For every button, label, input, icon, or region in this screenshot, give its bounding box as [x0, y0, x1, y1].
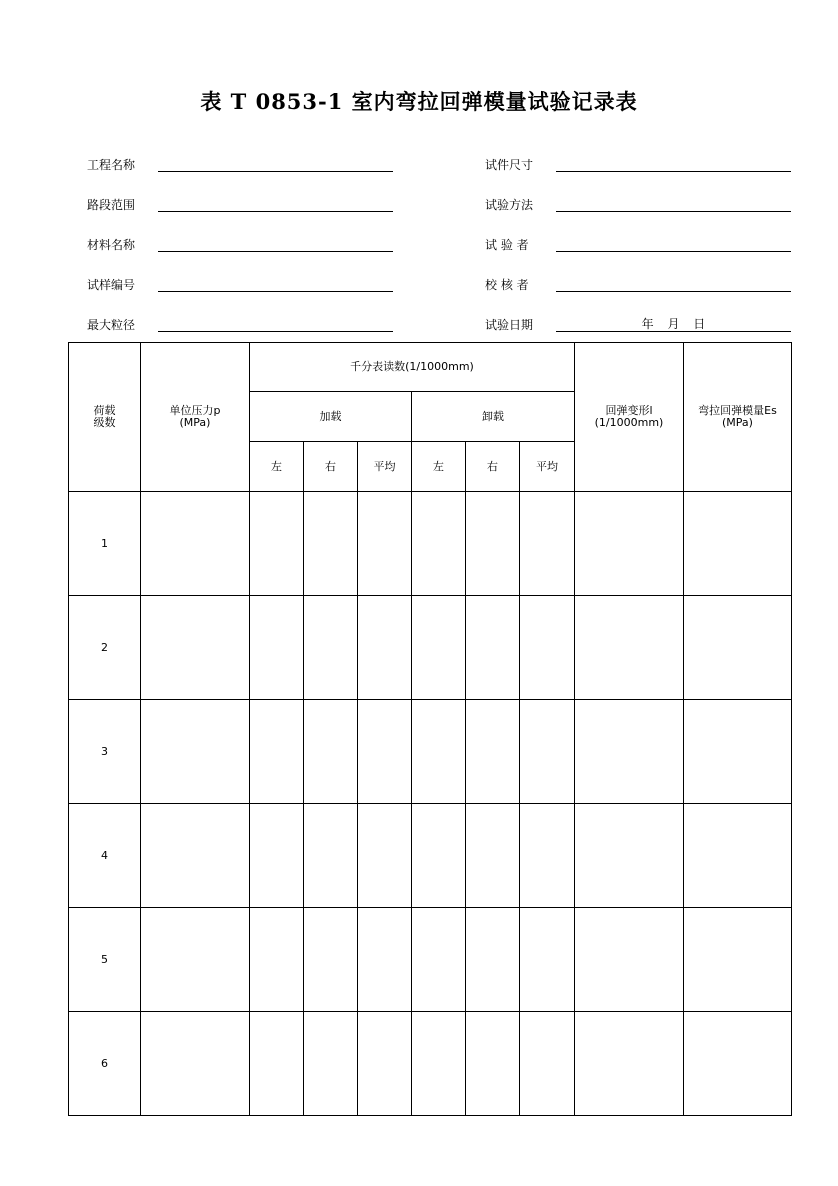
data-cell[interactable]	[250, 1012, 304, 1116]
data-cell[interactable]	[466, 492, 520, 596]
data-cell[interactable]	[141, 492, 250, 596]
header-unloading-left: 左	[412, 442, 466, 492]
field-label: 路段范围	[87, 198, 136, 212]
data-cell[interactable]	[520, 596, 575, 700]
field-label: 工程名称	[87, 158, 136, 172]
field-label: 试验方法	[485, 198, 534, 212]
data-cell[interactable]	[466, 804, 520, 908]
data-cell[interactable]	[412, 1012, 466, 1116]
header-dial-reading: 千分表读数(1/1000mm)	[250, 343, 575, 392]
header-loading-average: 平均	[358, 442, 412, 492]
data-cell[interactable]	[466, 908, 520, 1012]
load-level-cell: 4	[69, 804, 141, 908]
page-title: 表 T 0853-1 室内弯拉回弹模量试验记录表	[200, 89, 638, 114]
table-row	[69, 700, 792, 804]
record-table	[68, 342, 792, 1116]
data-cell[interactable]	[250, 492, 304, 596]
data-cell[interactable]	[358, 700, 412, 804]
data-cell[interactable]	[358, 596, 412, 700]
data-cell[interactable]	[575, 700, 684, 804]
field-input-line[interactable]	[158, 171, 393, 172]
header-unloading: 卸载	[412, 392, 575, 442]
field-label: 试件尺寸	[485, 158, 534, 172]
data-cell[interactable]	[141, 596, 250, 700]
load-level-cell: 6	[69, 1012, 141, 1116]
field-label: 试 验 者	[485, 238, 529, 252]
header-modulus: 弯拉回弹模量Es (MPa)	[684, 343, 792, 492]
data-cell[interactable]	[141, 804, 250, 908]
data-cell[interactable]	[412, 908, 466, 1012]
header-unloading-average: 平均	[520, 442, 575, 492]
table-row	[69, 492, 792, 596]
field-input-line[interactable]	[158, 211, 393, 212]
data-cell[interactable]	[466, 596, 520, 700]
data-cell[interactable]	[304, 700, 358, 804]
load-level-cell: 5	[69, 908, 141, 1012]
table-row	[69, 1012, 792, 1116]
field-input-line[interactable]	[556, 171, 791, 172]
data-cell[interactable]	[684, 700, 792, 804]
field-label: 最大粒径	[87, 318, 136, 332]
load-level-cell: 1	[69, 492, 141, 596]
header-loading: 加载	[250, 392, 412, 442]
data-cell[interactable]	[575, 804, 684, 908]
test-date-placeholder: 年 月 日	[641, 317, 706, 331]
header-loading-left: 左	[250, 442, 304, 492]
field-input-line[interactable]	[158, 291, 393, 292]
header-loading-right: 右	[304, 442, 358, 492]
data-cell[interactable]	[684, 492, 792, 596]
data-cell[interactable]	[575, 492, 684, 596]
data-cell[interactable]	[520, 700, 575, 804]
data-cell[interactable]	[304, 804, 358, 908]
data-cell[interactable]	[358, 492, 412, 596]
header-unit-pressure: 单位压力p (MPa)	[141, 343, 250, 492]
data-cell[interactable]	[250, 596, 304, 700]
data-cell[interactable]	[575, 596, 684, 700]
data-cell[interactable]	[520, 908, 575, 1012]
data-cell[interactable]	[520, 804, 575, 908]
data-cell[interactable]	[304, 908, 358, 1012]
field-input-line[interactable]	[556, 291, 791, 292]
data-cell[interactable]	[412, 700, 466, 804]
field-input-line[interactable]	[158, 251, 393, 252]
data-cell[interactable]	[684, 1012, 792, 1116]
data-cell[interactable]	[412, 596, 466, 700]
data-cell[interactable]	[520, 492, 575, 596]
field-label: 试验日期	[485, 318, 534, 332]
data-cell[interactable]	[358, 908, 412, 1012]
header-unloading-right: 右	[466, 442, 520, 492]
load-level-cell: 2	[69, 596, 141, 700]
load-level-cell: 3	[69, 700, 141, 804]
data-cell[interactable]	[250, 908, 304, 1012]
data-cell[interactable]	[684, 596, 792, 700]
header-rebound-deformation: 回弹变形l (1/1000mm)	[575, 343, 684, 492]
field-input-line[interactable]	[158, 331, 393, 332]
data-cell[interactable]	[250, 804, 304, 908]
data-cell[interactable]	[466, 1012, 520, 1116]
field-label: 校 核 者	[485, 278, 529, 292]
field-input-line[interactable]	[556, 211, 791, 212]
data-cell[interactable]	[575, 1012, 684, 1116]
data-cell[interactable]	[412, 804, 466, 908]
field-input-line[interactable]	[556, 251, 791, 252]
data-cell[interactable]	[466, 700, 520, 804]
data-cell[interactable]	[520, 1012, 575, 1116]
data-cell[interactable]	[304, 1012, 358, 1116]
data-cell[interactable]	[358, 1012, 412, 1116]
table-row	[69, 804, 792, 908]
data-cell[interactable]	[250, 700, 304, 804]
field-label: 材料名称	[87, 238, 136, 252]
data-cell[interactable]	[304, 596, 358, 700]
data-cell[interactable]	[358, 804, 412, 908]
data-cell[interactable]	[412, 492, 466, 596]
table-row	[69, 596, 792, 700]
data-cell[interactable]	[141, 908, 250, 1012]
data-cell[interactable]	[684, 804, 792, 908]
data-cell[interactable]	[575, 908, 684, 1012]
data-cell[interactable]	[141, 700, 250, 804]
field-label: 试样编号	[87, 278, 136, 292]
data-cell[interactable]	[141, 1012, 250, 1116]
data-cell[interactable]	[684, 908, 792, 1012]
table-row	[69, 908, 792, 1012]
data-cell[interactable]	[304, 492, 358, 596]
header-load-level: 荷载 级数	[69, 343, 141, 492]
